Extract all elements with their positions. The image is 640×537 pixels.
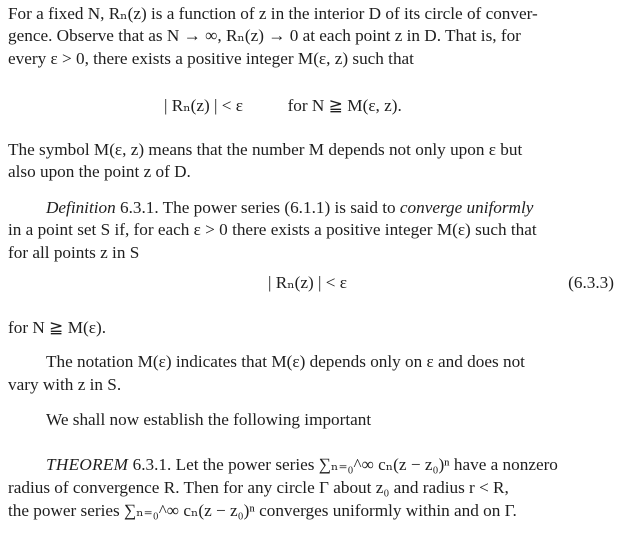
equation-number: (6.3.3) <box>568 273 614 292</box>
definition-label: Definition <box>46 198 116 217</box>
p1-line2: gence. Observe that as N → ∞, Rₙ(z) → 0 at each point z in D. That is, for <box>8 26 521 45</box>
p3: for N ≧ M(ε). <box>8 318 106 337</box>
theorem-line1 <box>46 455 558 475</box>
p5: We shall now establish the following important <box>46 410 372 429</box>
definition-line1 <box>46 198 533 218</box>
p2-line2: also upon the point z of D. <box>8 162 191 181</box>
p1-line3: every ε > 0, there exists a positive integer M(ε, z) such that <box>8 49 414 68</box>
theorem-line3: the power series ∑ₙ₌₀^∞ cₙ(z − z₀)ⁿ converges uniformly within and on Γ. <box>8 501 517 520</box>
definition-emphasis: converge uniformly <box>399 198 534 217</box>
equation-1-condition: for N ≧ M(ε, z). <box>287 96 402 115</box>
equation-2: | Rₙ(z) | < ε <box>268 273 347 292</box>
p4-line2: vary with z in S. <box>8 375 122 394</box>
definition-line3: for all points z in S <box>8 243 140 262</box>
definition-line2: in a point set S if, for each ε > 0 there exists a positive integer M(ε) such that <box>8 220 537 239</box>
p1-line1: For a fixed N, Rₙ(z) is a function of z in the interior D of its circle of conver- <box>8 4 538 23</box>
equation-1-lhs: | Rₙ(z) | < ε <box>164 96 243 115</box>
equation-1 <box>164 96 402 116</box>
theorem-label: THEOREM <box>46 455 129 474</box>
theorem-line2: radius of convergence R. Then for any circle Γ about z₀ and radius r < R, <box>8 478 509 497</box>
theorem-text: 6.3.1. Let the power series ∑ₙ₌₀^∞ cₙ(z − z₀)ⁿ have a nonzero <box>128 455 558 474</box>
p2-line1: The symbol M(ε, z) means that the number M depends not only upon ε but <box>8 140 523 159</box>
p4-line1: The notation M(ε) indicates that M(ε) depends only on ε and does not <box>46 352 525 371</box>
definition-text: 6.3.1. The power series (6.1.1) is said to <box>115 198 400 217</box>
